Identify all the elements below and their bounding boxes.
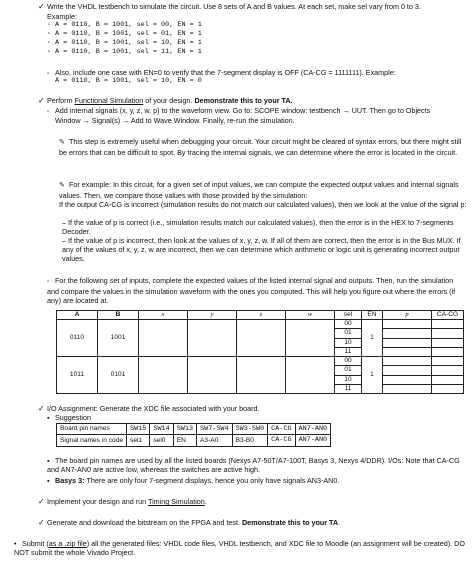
note-example: ✎ For example: In this circuit, for a given set of input values, we can compute the expected output values and internal signals values. Then, we compare those values with those provided by the simulation: If the output CA-CG is incorrect (simulation results do not match our calculated values), then we look at the value of the signal p: <box>59 180 467 209</box>
also-example: A = 0110, B = 1001, sel = 10, EN = 0 <box>55 77 202 85</box>
table-intro: ▫ For the following set of inputs, complete the expected values of the listed internal signal and outputs. Then, run the simulation and compare the values in the simulation waveform with the ones you computed. This will help you figure out where the errors (if any) are located at. <box>47 276 456 305</box>
example-line: ▫ A = 0110, B = 1001, sel = 11, EN = 1 <box>47 48 202 56</box>
dash-item-p-correct: – If the value of p is correct (i.e., simulation results match our calculated values), then the error is in the HEX to 7-segments Decoder. <box>62 218 454 236</box>
cell-sel: 00 <box>335 320 362 329</box>
dash-item-p-incorrect: – If the value of p is incorrect, then look at the values of x, y, z, w. If all of them are correct, then the error is in the Bus MUX. If any of the values of x, y, z, w are incorrect, then we can determine which arithmetic or logic unit is generating incorrect output values. <box>62 236 461 263</box>
bullet-icon: • <box>14 539 17 548</box>
bullet-icon: ▪ <box>47 413 50 422</box>
pins-row-signals: Signal names in code sel1 sel0 EN A3-A0 B3-B0 CA-CG AN7-AN0 <box>57 435 331 446</box>
cell-p[interactable] <box>383 347 432 356</box>
bullet-icon: ▪ <box>47 476 50 485</box>
cell-ca-cg[interactable] <box>432 338 464 347</box>
cell-en: 1 <box>362 320 383 357</box>
square-bullet-icon: ▫ <box>47 39 51 46</box>
cell-b: 0101 <box>98 357 139 394</box>
cell-sel: 01 <box>335 366 362 375</box>
note-debug: ✎ This step is extremely useful when debugging your circuit. Your circuit might be cleared of syntax errors, but there might still be errors that can be difficult to spot. By tracing the internal signals, we can determine where the error is located in the circuit. <box>59 137 462 157</box>
suggestion-label: ▪ Suggestion <box>47 413 91 422</box>
table-header-row <box>57 311 464 320</box>
cell-p[interactable] <box>383 338 432 347</box>
cell-sel: 10 <box>335 375 362 384</box>
cell-ca-cg[interactable] <box>432 329 464 338</box>
cell-ca-cg[interactable] <box>432 375 464 384</box>
cell-en: 1 <box>362 357 383 394</box>
header-w: w <box>286 311 335 320</box>
header-z: z <box>237 311 286 320</box>
square-bullet-icon: ▫ <box>47 21 51 28</box>
basys3-note: ▪ Basys 3: There are only four 7-segment displays, hence you only have signals AN3-AN0. <box>47 476 340 485</box>
cell-w[interactable] <box>286 320 335 357</box>
add-signals-line: ▫ Add internal signals (x, y, z, w, p) to the waveform view. Go to: SCOPE window: testbench → UUT. Then go to Objects <box>47 106 431 115</box>
header-en: EN <box>362 311 383 320</box>
step-functional-sim: ✓ Perform Functional Simulation of your design. Demonstrate this to your TA. <box>38 96 293 105</box>
cell-p[interactable] <box>383 375 432 384</box>
square-bullet-icon: ▫ <box>47 71 50 77</box>
square-bullet-icon: ▫ <box>47 48 51 55</box>
header-ca-cg: CA-CG <box>432 311 464 320</box>
add-signals-line2: Window → Signal(s) → Add to Wave Window. Finally, re-run the simulation. <box>55 116 295 125</box>
bullet-icon: ▪ <box>47 456 50 465</box>
pencil-icon: ✎ <box>59 182 65 189</box>
cell-y[interactable] <box>188 357 237 394</box>
square-bullet-icon: ▫ <box>47 279 50 285</box>
signals-table <box>56 310 464 394</box>
also-en0-line: ▫ Also, include one case with EN=0 to verify that the 7-segment display is OFF (CA-CG = 1111111). Example: <box>47 68 396 77</box>
example-line: ▫ A = 0110, B = 1001, sel = 00, EN = 1 <box>47 21 202 29</box>
checkmark-icon: ✓ <box>38 96 45 105</box>
cell-x[interactable] <box>139 320 188 357</box>
cell-sel: 11 <box>335 347 362 356</box>
checkmark-icon: ✓ <box>38 497 45 506</box>
cell-sel: 01 <box>335 329 362 338</box>
cell-w[interactable] <box>286 357 335 394</box>
pins-row-board: Board pin names SW15 SW14 SW13 SW7-SW4 SW3-SW0 CA-CG AN7-AN0 <box>57 424 331 435</box>
header-y: y <box>188 311 237 320</box>
pin-mapping-table <box>56 423 331 447</box>
cell-x[interactable] <box>139 357 188 394</box>
step-bitstream: ✓ Generate and download the bitstream on the FPGA and test. Demonstrate this to your TA. <box>38 518 341 527</box>
table-row <box>57 320 464 329</box>
cell-z[interactable] <box>237 357 286 394</box>
header-sel: sel <box>335 311 362 320</box>
example-label: Example: <box>47 12 77 21</box>
checkmark-icon: ✓ <box>38 2 45 11</box>
example-line: ▫ A = 0110, B = 1001, sel = 01, EN = 1 <box>47 30 202 38</box>
cell-b: 1001 <box>98 320 139 357</box>
table-row <box>57 357 464 366</box>
submit-instructions: • Submit (as a .zip file) all the generated files: VHDL code files, VHDL testbench, and XDC file to Moodle (an assignment will be created). DO NOT submit the whole Vivado Project. <box>14 539 465 557</box>
step-testbench: ✓ Write the VHDL testbench to simulate the circuit. Use 8 sets of A and B values. At each set, make sel vary from 0 to 3. <box>38 2 421 11</box>
cell-y[interactable] <box>188 320 237 357</box>
square-bullet-icon: ▫ <box>47 30 51 37</box>
header-x: x <box>139 311 188 320</box>
cell-a: 0110 <box>57 320 98 357</box>
header-p: p <box>383 311 432 320</box>
header-b: B <box>98 311 139 320</box>
pencil-icon: ✎ <box>59 139 65 146</box>
cell-p[interactable] <box>383 320 432 329</box>
cell-ca-cg[interactable] <box>432 320 464 329</box>
checkmark-icon: ✓ <box>38 518 45 527</box>
cell-p[interactable] <box>383 366 432 375</box>
cell-sel: 10 <box>335 338 362 347</box>
cell-sel: 00 <box>335 357 362 366</box>
cell-ca-cg[interactable] <box>432 366 464 375</box>
example-line: ▫ A = 0110, B = 1001, sel = 10, EN = 1 <box>47 39 202 47</box>
cell-p[interactable] <box>383 329 432 338</box>
step-io-assignment: ✓ I/O Assignment: Generate the XDC file associated with your board. <box>38 404 260 413</box>
cell-p[interactable] <box>383 384 432 393</box>
step-timing-sim: ✓ Implement your design and run Timing Simulation. <box>38 497 207 506</box>
cell-z[interactable] <box>237 320 286 357</box>
cell-a: 1011 <box>57 357 98 394</box>
header-a: A <box>57 311 98 320</box>
cell-sel: 11 <box>335 384 362 393</box>
square-bullet-icon: ▫ <box>47 109 50 115</box>
cell-ca-cg[interactable] <box>432 384 464 393</box>
cell-p[interactable] <box>383 357 432 366</box>
cell-ca-cg[interactable] <box>432 347 464 356</box>
cell-ca-cg[interactable] <box>432 357 464 366</box>
board-note: ▪ The board pin names are used by all the listed boards (Nexys A7-50T/A7-100T, Basys 3, Nexys 4/DDR). I/Os: Note that CA-CG and AN7-AN0 are active low, whereas the switches are active high. <box>47 456 460 474</box>
checkmark-icon: ✓ <box>38 404 45 413</box>
